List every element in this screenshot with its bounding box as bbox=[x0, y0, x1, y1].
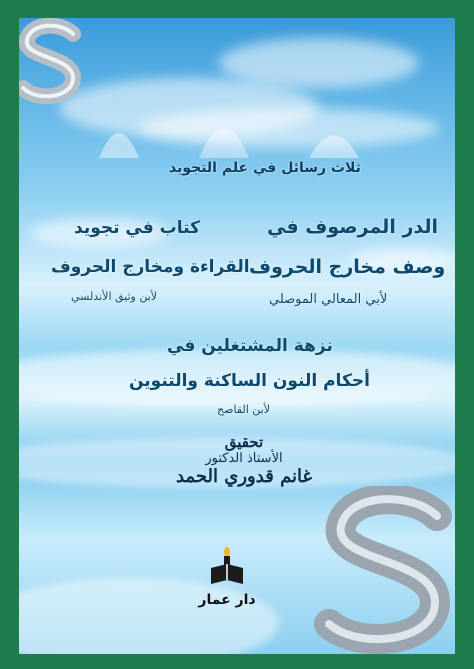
domes-decoration bbox=[79, 88, 399, 168]
book1-author: لأبي المعالي الموصلي bbox=[269, 292, 388, 307]
editor-block bbox=[159, 433, 329, 487]
book3-title-line2: أحكام النون الساكنة والتنوين bbox=[129, 371, 370, 391]
series-title: ثلاث رسائل في علم التجويد bbox=[169, 160, 361, 176]
s-logo-bottom-icon bbox=[309, 486, 455, 654]
s-logo-top-icon bbox=[19, 18, 89, 106]
book1-title-line1: الدر المرصوف في bbox=[267, 216, 438, 238]
book2-title-line1: كتاب في تجويد bbox=[74, 218, 200, 238]
book3-author: لأبن القاصح bbox=[217, 403, 270, 416]
publisher-logo bbox=[197, 546, 257, 608]
book2-author: لأبن وثيق الأندلسي bbox=[71, 290, 158, 303]
editor-label: تحقيق bbox=[224, 433, 264, 451]
book2-title-line2: القراءة ومخارج الحروف bbox=[51, 257, 250, 277]
editor-name: غانم قدوري الحمد bbox=[176, 466, 312, 487]
publisher-name: دار عمار bbox=[198, 592, 256, 608]
publisher-emblem-icon bbox=[207, 546, 247, 588]
book-cover bbox=[19, 18, 455, 654]
book1-title-line2: وصف مخارج الحروف bbox=[249, 256, 446, 278]
editor-title: الأستاذ الدكتور bbox=[205, 451, 283, 466]
book3-title-line1: نزهة المشتغلين في bbox=[167, 336, 333, 356]
